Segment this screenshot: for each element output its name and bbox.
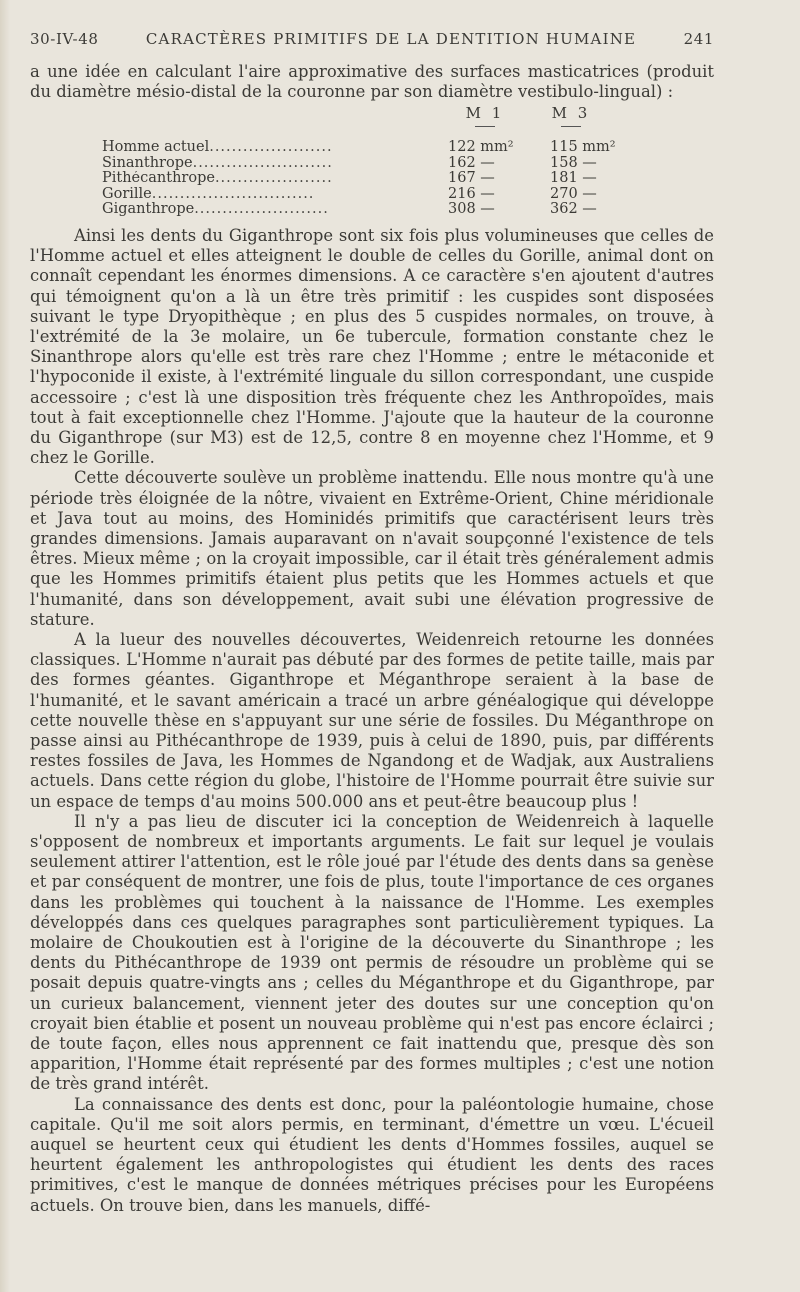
column-header-m3: M 3 xyxy=(528,106,614,127)
body-paragraph: Cette découverte soulève un problème inattendu. Elle nous montre qu'à une période très éloignée de la nôtre, vivaient en Extrême-Orient, Chine méridionale et Java tout au moins, des Hominidés primitifs que caractérisent leurs très grandes dimensions. Jamais auparavant on n'avait soupçonné l'existence de tels êtres. Mieux même ; on la croyait impossible, car il était très généralement admis que les Hommes primitifs étaient plus petits que les Hommes actuels et que l'humanité, dans son développement, avait subi une élévation progressive de stature. xyxy=(30,468,714,629)
cell-m3: 362 — xyxy=(550,201,597,218)
row-label: Sinanthrope xyxy=(102,155,193,171)
cell-m3: 181 — xyxy=(550,170,597,187)
page-edge-shadow xyxy=(0,0,10,1292)
cell-m1: 167 — xyxy=(448,170,495,187)
molar-surface-table xyxy=(30,106,714,218)
cell-m1: 162 — xyxy=(448,154,495,171)
cell-m1: 122 mm² xyxy=(448,139,514,156)
row-label: Homme actuel xyxy=(102,140,210,156)
document-page xyxy=(30,30,714,1216)
row-label: Gorille xyxy=(102,186,152,202)
header-date-code: 30-IV-48 xyxy=(30,30,99,48)
row-label: Pithécanthrope xyxy=(102,171,215,187)
table-row: Sinanthrope......................... 162 — 158 — xyxy=(30,156,714,172)
table-row: Pithécanthrope..................... 167 — 181 — xyxy=(30,171,714,187)
table-row: Giganthrope........................ 308 — 362 — xyxy=(30,202,714,218)
column-header-m1: M 1 xyxy=(442,106,528,127)
cell-m1: 216 — xyxy=(448,185,495,202)
page-number: 241 xyxy=(683,30,714,48)
table-row: Gorille............................. 216 — 270 — xyxy=(30,187,714,203)
cell-m1: 308 — xyxy=(448,201,495,218)
table-header xyxy=(30,106,714,140)
body-paragraph: Ainsi les dents du Giganthrope sont six fois plus volumineuses que celles de l'Homme actuel et elles atteignent le double de celles du Gorille, animal dont on connaît cependant les énormes dimensions. A ce caractère s'en ajoutent d'autres qui témoignent qu'on a là un être très primitif : les cuspides sont disposées suivant le type Dryopithèque ; en plus des 5 cuspides normales, on trouve, à l'extrémité de la 3e molaire, un 6e tubercule, formation constante chez le Sinanthrope alors qu'elle est très rare chez l'Homme ; entre le métaconide et l'hypoconide il existe, à l'extrémité linguale du sillon correspondant, une cuspide accessoire ; c'est là une disposition très fréquente chez les Anthropoïdes, mais tout à fait exceptionnelle chez l'Homme. J'ajoute que la hauteur de la couronne du Giganthrope (sur M3) est de 12,5, contre 8 en moyenne chez l'Homme, et 9 chez le Gorille. xyxy=(30,225,714,468)
header-title: CARACTÈRES PRIMITIFS DE LA DENTITION HUMAINE xyxy=(145,30,637,48)
cell-m3: 270 — xyxy=(550,185,597,202)
cell-m3: 158 — xyxy=(550,154,597,171)
body-paragraph: Il n'y a pas lieu de discuter ici la conception de Weidenreich à laquelle s'opposent de nombreux et importants arguments. Le fait sur lequel je voulais seulement attirer l'attention, est le rôle joué par l'étude des dents dans sa genèse et par conséquent de montrer, une fois de plus, toute l'importance de ces organes dans les problèmes qui touchent à la naissance de l'Homme. Les exemples développés dans ces quelques paragraphes sont particulièrement typiques. La molaire de Choukoutien est à l'origine de la découverte du Sinanthrope ; les dents du Pithécanthrope de 1939 ont permis de résoudre un problème qui se posait depuis quatre-vingts ans ; celles du Méganthrope et du Giganthrope, par un curieux balancement, viennent jeter des doutes sur une conception qu'on croyait bien établie et posent un nouveau problème qui n'est pas encore éclairci ; de toute façon, elles nous apprennent ce fait inattendu que, presque dès son apparition, l'Homme était représenté par des formes multiples ; c'est une notion de très grand intérêt. xyxy=(30,811,714,1094)
cell-m3: 115 mm² xyxy=(550,139,616,156)
body-paragraph: La connaissance des dents est donc, pour la paléontologie humaine, chose capitale. Qu'il me soit alors permis, en terminant, d'émettre un vœu. L'écueil auquel se heurtent ceux qui étudient les dents d'Hommes fossiles, auquel se heurtent également les anthropologistes qui étudient les dents des races primitives, c'est le manque de données métriques précises pour les Européens actuels. On trouve bien, dans les manuels, diffé- xyxy=(30,1094,714,1215)
intro-paragraph: a une idée en calculant l'aire approximative des surfaces masticatrices (produit du diamètre mésio-distal de la couronne par son diamètre vestibulo-lingual) : xyxy=(30,62,714,102)
body-paragraph: A la lueur des nouvelles découvertes, Weidenreich retourne les données classiques. L'Homme n'aurait pas débuté par des formes de petite taille, mais par des formes géantes. Giganthrope et Méganthrope seraient à la base de l'humanité, et le savant américain a tracé un arbre généalogique qui développe cette nouvelle thèse en s'appuyant sur une série de fossiles. Du Méganthrope on passe ainsi au Pithécanthrope de 1939, puis à celui de 1890, puis, par différents restes fossiles de Java, les Hommes de Ngandong et de Wadjak, aux Australiens actuels. Dans cette région du globe, l'histoire de l'Homme pourrait être suivie sur un espace de temps d'au moins 500.000 ans et peut-être beaucoup plus ! xyxy=(30,629,714,811)
running-header xyxy=(30,30,714,62)
row-label: Giganthrope xyxy=(102,202,195,218)
table-row: Homme actuel...................... 122 mm² 115 mm² xyxy=(30,140,714,156)
